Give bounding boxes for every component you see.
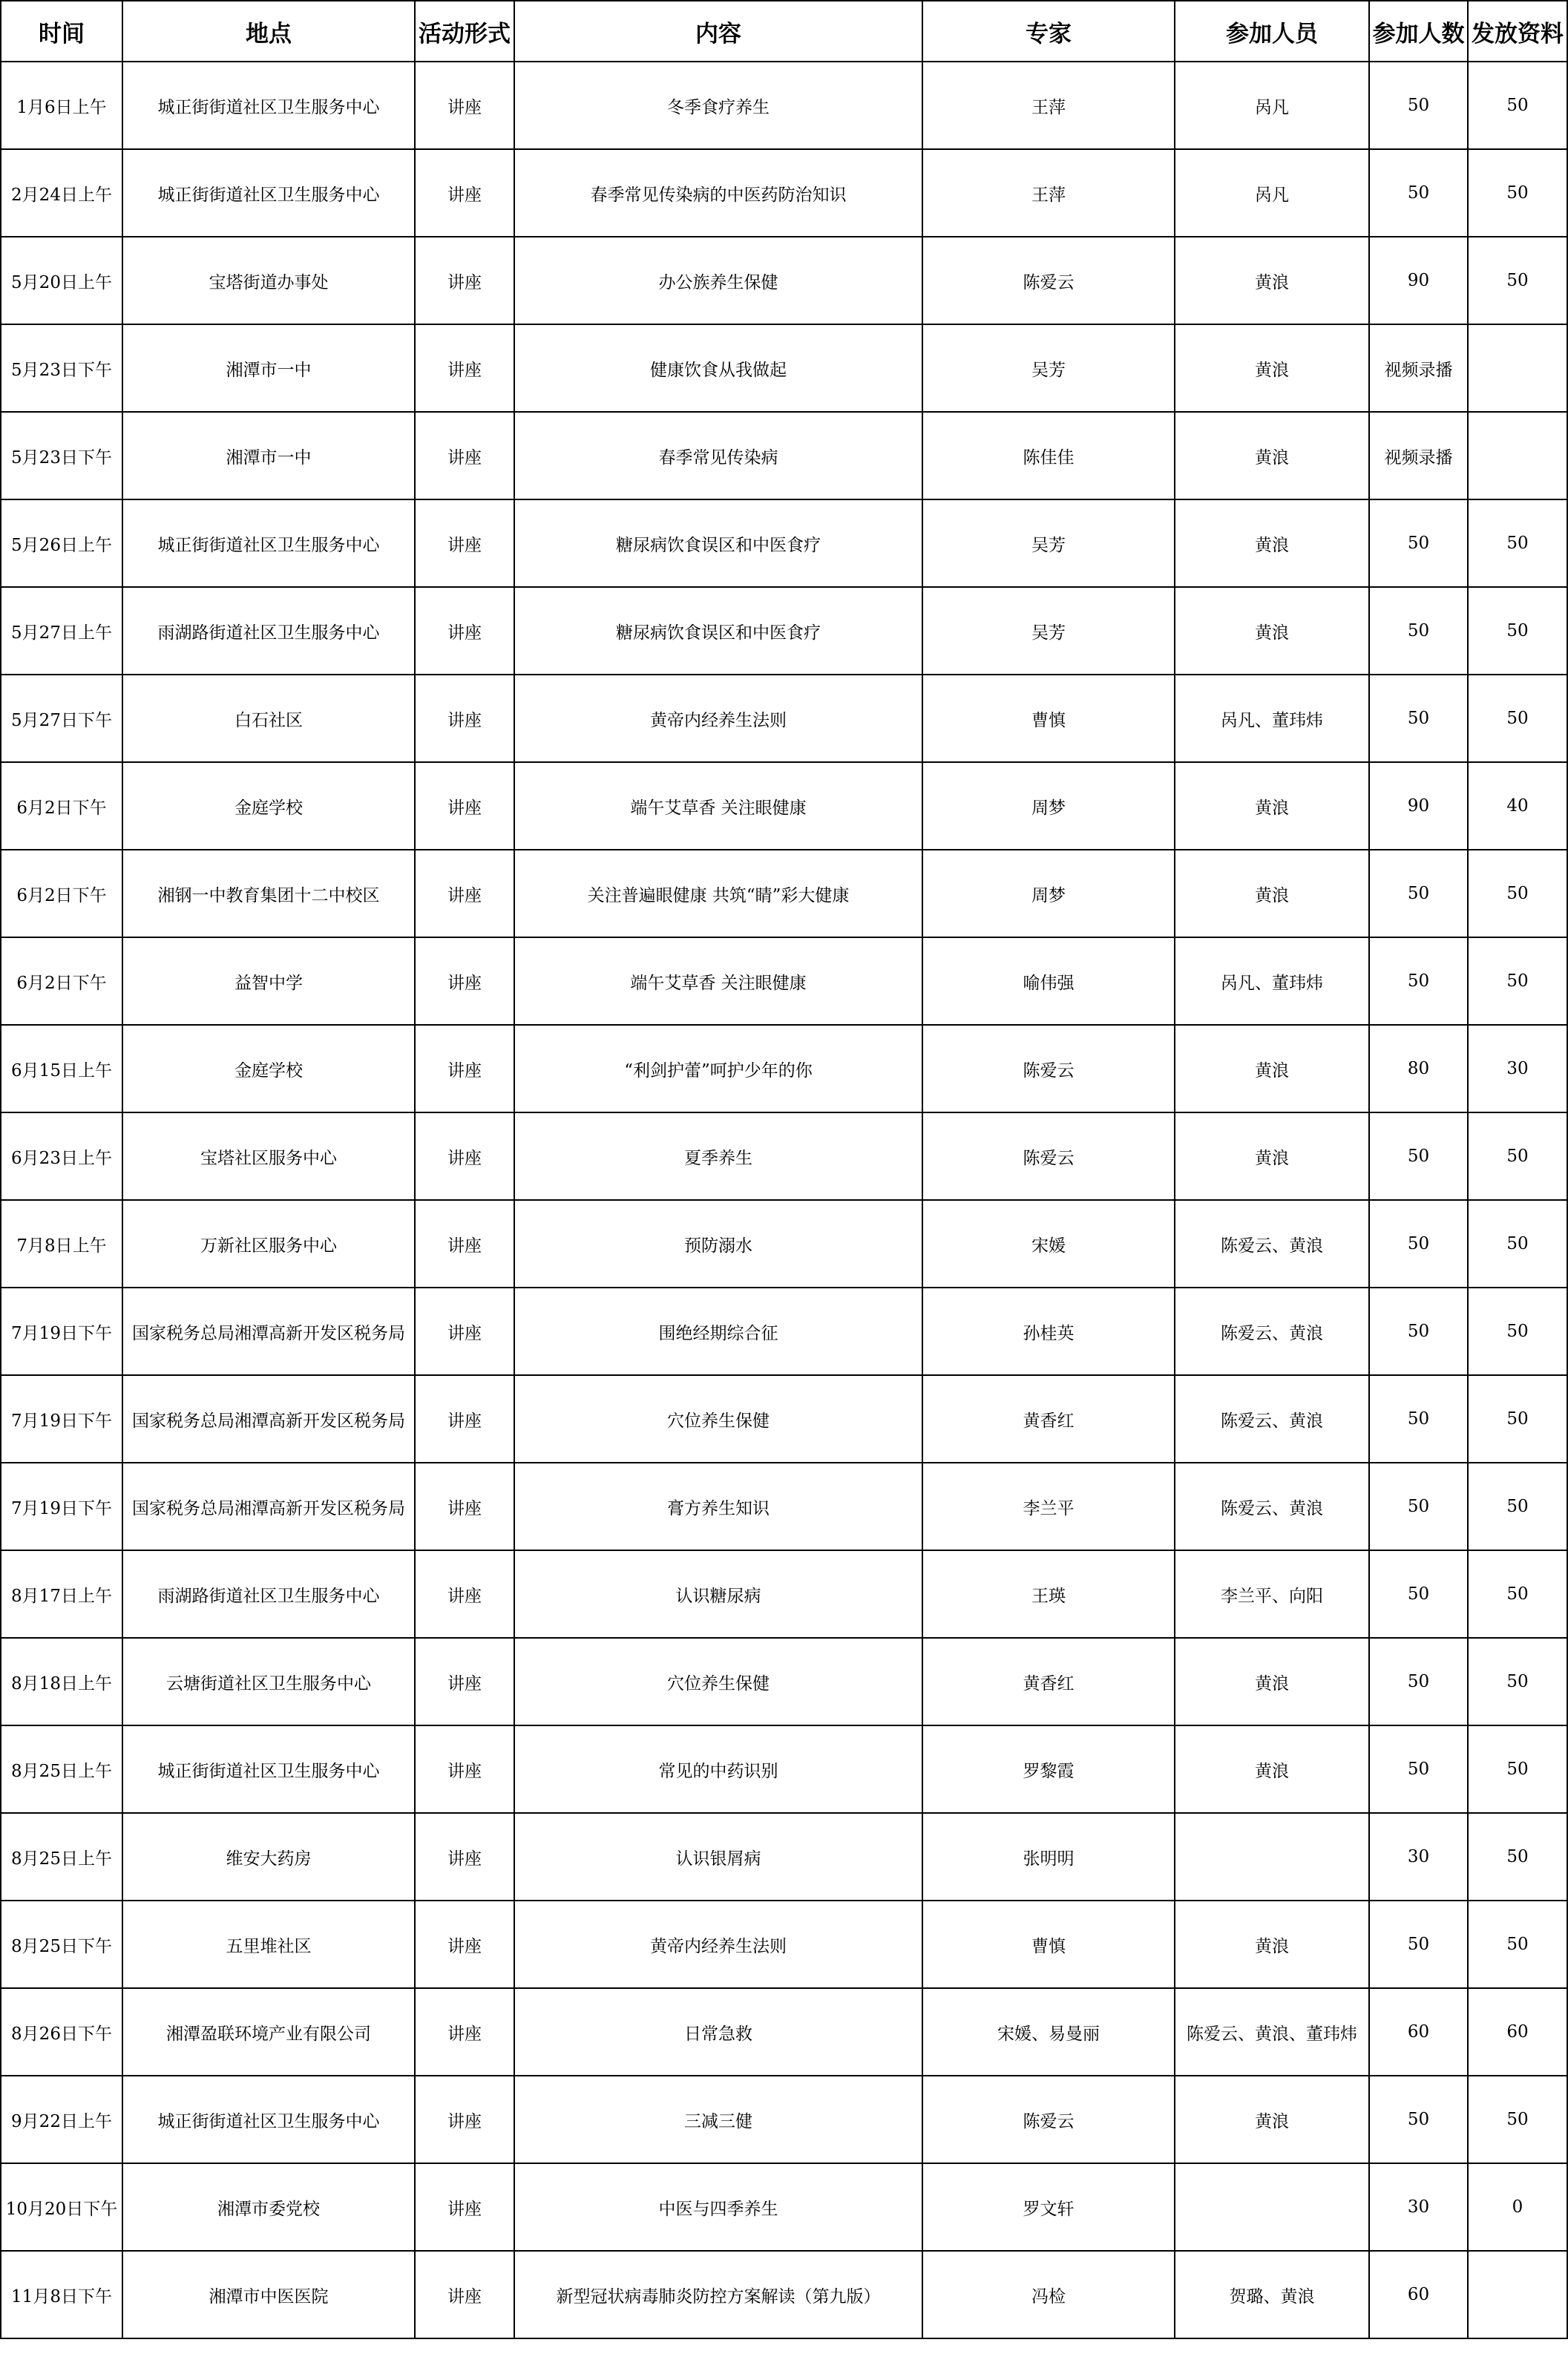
cell-attendance: 60 (1369, 1988, 1468, 2076)
cell-participants: 黄浪 (1175, 1112, 1369, 1200)
cell-content: 关注普遍眼健康 共筑“睛”彩大健康 (514, 850, 922, 937)
cell-materials: 50 (1468, 237, 1567, 324)
cell-participants: 黄浪 (1175, 1901, 1369, 1988)
cell-location: 城正街街道社区卫生服务中心 (122, 2076, 415, 2163)
cell-time: 8月18日上午 (1, 1638, 122, 1725)
cell-activity-type: 讲座 (415, 675, 514, 762)
cell-materials: 50 (1468, 1725, 1567, 1813)
cell-attendance: 60 (1369, 2251, 1468, 2338)
cell-materials: 30 (1468, 1025, 1567, 1112)
cell-participants: 陈爱云、黄浪 (1175, 1200, 1369, 1288)
cell-activity-type: 讲座 (415, 324, 514, 412)
table-row (1, 62, 1567, 149)
cell-content: 三减三健 (514, 2076, 922, 2163)
cell-attendance: 50 (1369, 1375, 1468, 1463)
cell-participants: 黄浪 (1175, 587, 1369, 675)
table-row (1, 762, 1567, 850)
cell-time: 8月26日下午 (1, 1988, 122, 2076)
table-row (1, 412, 1567, 499)
cell-expert: 陈爱云 (922, 237, 1175, 324)
cell-time: 7月19日下午 (1, 1375, 122, 1463)
table-row (1, 2251, 1567, 2338)
cell-expert: 陈爱云 (922, 2076, 1175, 2163)
cell-time: 6月23日上午 (1, 1112, 122, 1200)
cell-participants: 贺璐、黄浪 (1175, 2251, 1369, 2338)
cell-content: 健康饮食从我做起 (514, 324, 922, 412)
cell-participants: 黄浪 (1175, 324, 1369, 412)
cell-content: 糖尿病饮食误区和中医食疗 (514, 587, 922, 675)
cell-expert: 王萍 (922, 62, 1175, 149)
table-row (1, 675, 1567, 762)
cell-attendance: 30 (1369, 2163, 1468, 2251)
cell-participants: 黄浪 (1175, 412, 1369, 499)
cell-materials: 50 (1468, 149, 1567, 237)
cell-participants: 呙凡、董玮炜 (1175, 675, 1369, 762)
cell-content: 春季常见传染病 (514, 412, 922, 499)
cell-activity-type: 讲座 (415, 1901, 514, 1988)
table-row (1, 1725, 1567, 1813)
cell-time: 5月27日下午 (1, 675, 122, 762)
header-materials: 发放资料 (1468, 1, 1567, 62)
cell-content: 夏季养生 (514, 1112, 922, 1200)
cell-content: 认识银屑病 (514, 1813, 922, 1901)
cell-content: 端午艾草香 关注眼健康 (514, 937, 922, 1025)
table-row (1, 1288, 1567, 1375)
table-row (1, 1025, 1567, 1112)
cell-location: 宝塔街道办事处 (122, 237, 415, 324)
cell-location: 湘钢一中教育集团十二中校区 (122, 850, 415, 937)
cell-activity-type: 讲座 (415, 850, 514, 937)
cell-attendance: 50 (1369, 1550, 1468, 1638)
cell-expert: 张明明 (922, 1813, 1175, 1901)
cell-attendance: 50 (1369, 1901, 1468, 1988)
cell-materials: 50 (1468, 62, 1567, 149)
cell-expert: 王瑛 (922, 1550, 1175, 1638)
cell-content: 春季常见传染病的中医药防治知识 (514, 149, 922, 237)
cell-attendance: 50 (1369, 2076, 1468, 2163)
cell-expert: 陈佳佳 (922, 412, 1175, 499)
cell-participants: 呙凡 (1175, 62, 1369, 149)
table-row (1, 850, 1567, 937)
cell-expert: 周梦 (922, 850, 1175, 937)
cell-time: 2月24日上午 (1, 149, 122, 237)
cell-content: 穴位养生保健 (514, 1375, 922, 1463)
cell-activity-type: 讲座 (415, 1025, 514, 1112)
cell-attendance: 50 (1369, 1200, 1468, 1288)
cell-attendance: 80 (1369, 1025, 1468, 1112)
cell-materials: 50 (1468, 1638, 1567, 1725)
cell-attendance: 50 (1369, 1288, 1468, 1375)
table-row (1, 237, 1567, 324)
table-row (1, 2163, 1567, 2251)
cell-location: 湘潭盈联环境产业有限公司 (122, 1988, 415, 2076)
cell-participants: 黄浪 (1175, 850, 1369, 937)
cell-content: 围绝经期综合征 (514, 1288, 922, 1375)
cell-participants: 黄浪 (1175, 1025, 1369, 1112)
cell-content: 冬季食疗养生 (514, 62, 922, 149)
cell-location: 雨湖路街道社区卫生服务中心 (122, 1550, 415, 1638)
cell-expert: 黄香红 (922, 1638, 1175, 1725)
cell-time: 8月25日上午 (1, 1813, 122, 1901)
cell-location: 国家税务总局湘潭高新开发区税务局 (122, 1288, 415, 1375)
cell-location: 益智中学 (122, 937, 415, 1025)
cell-expert: 冯检 (922, 2251, 1175, 2338)
cell-expert: 黄香红 (922, 1375, 1175, 1463)
cell-activity-type: 讲座 (415, 2251, 514, 2338)
table-row (1, 587, 1567, 675)
cell-content: 预防溺水 (514, 1200, 922, 1288)
cell-location: 湘潭市一中 (122, 412, 415, 499)
cell-attendance: 90 (1369, 237, 1468, 324)
cell-time: 10月20日下午 (1, 2163, 122, 2251)
cell-attendance: 30 (1369, 1813, 1468, 1901)
cell-attendance: 50 (1369, 587, 1468, 675)
cell-expert: 曹慎 (922, 1901, 1175, 1988)
cell-materials (1468, 324, 1567, 412)
cell-expert: 孙桂英 (922, 1288, 1175, 1375)
cell-activity-type: 讲座 (415, 62, 514, 149)
cell-expert: 罗文轩 (922, 2163, 1175, 2251)
cell-content: 糖尿病饮食误区和中医食疗 (514, 499, 922, 587)
header-participants: 参加人员 (1175, 1, 1369, 62)
cell-participants: 黄浪 (1175, 1638, 1369, 1725)
cell-time: 8月25日上午 (1, 1725, 122, 1813)
header-expert: 专家 (922, 1, 1175, 62)
cell-time: 6月2日下午 (1, 937, 122, 1025)
cell-expert: 吴芳 (922, 324, 1175, 412)
cell-participants: 陈爱云、黄浪 (1175, 1463, 1369, 1550)
cell-activity-type: 讲座 (415, 587, 514, 675)
cell-expert: 王萍 (922, 149, 1175, 237)
cell-content: 黄帝内经养生法则 (514, 1901, 922, 1988)
cell-participants: 陈爱云、黄浪、董玮炜 (1175, 1988, 1369, 2076)
cell-expert: 曹慎 (922, 675, 1175, 762)
header-attendance: 参加人数 (1369, 1, 1468, 62)
cell-participants: 黄浪 (1175, 2076, 1369, 2163)
cell-location: 城正街街道社区卫生服务中心 (122, 149, 415, 237)
cell-materials: 50 (1468, 1112, 1567, 1200)
cell-activity-type: 讲座 (415, 499, 514, 587)
cell-materials: 50 (1468, 587, 1567, 675)
cell-time: 11月8日下午 (1, 2251, 122, 2338)
table-row (1, 1988, 1567, 2076)
cell-activity-type: 讲座 (415, 937, 514, 1025)
cell-attendance: 90 (1369, 762, 1468, 850)
cell-materials: 50 (1468, 850, 1567, 937)
cell-content: 黄帝内经养生法则 (514, 675, 922, 762)
cell-materials: 50 (1468, 1813, 1567, 1901)
cell-content: 日常急救 (514, 1988, 922, 2076)
cell-attendance: 50 (1369, 149, 1468, 237)
cell-content: 膏方养生知识 (514, 1463, 922, 1550)
cell-materials: 50 (1468, 675, 1567, 762)
cell-materials (1468, 412, 1567, 499)
cell-time: 8月17日上午 (1, 1550, 122, 1638)
cell-materials: 50 (1468, 1288, 1567, 1375)
cell-attendance: 50 (1369, 675, 1468, 762)
cell-attendance: 50 (1369, 850, 1468, 937)
cell-attendance: 50 (1369, 1638, 1468, 1725)
cell-location: 湘潭市一中 (122, 324, 415, 412)
cell-participants: 陈爱云、黄浪 (1175, 1288, 1369, 1375)
cell-participants: 呙凡、董玮炜 (1175, 937, 1369, 1025)
cell-location: 云塘街道社区卫生服务中心 (122, 1638, 415, 1725)
cell-content: 新型冠状病毒肺炎防控方案解读（第九版） (514, 2251, 922, 2338)
cell-materials: 50 (1468, 1901, 1567, 1988)
cell-location: 金庭学校 (122, 762, 415, 850)
cell-time: 5月20日上午 (1, 237, 122, 324)
table-row (1, 937, 1567, 1025)
cell-expert: 吴芳 (922, 499, 1175, 587)
cell-content: 穴位养生保健 (514, 1638, 922, 1725)
cell-materials: 50 (1468, 937, 1567, 1025)
table-row (1, 149, 1567, 237)
cell-expert: 陈爱云 (922, 1025, 1175, 1112)
cell-participants: 黄浪 (1175, 499, 1369, 587)
cell-participants: 呙凡 (1175, 149, 1369, 237)
cell-attendance: 50 (1369, 499, 1468, 587)
cell-time: 8月25日下午 (1, 1901, 122, 1988)
cell-time: 6月2日下午 (1, 762, 122, 850)
header-activity-type: 活动形式 (415, 1, 514, 62)
cell-content: “利剑护蕾”呵护少年的你 (514, 1025, 922, 1112)
cell-attendance: 50 (1369, 1112, 1468, 1200)
cell-time: 7月8日上午 (1, 1200, 122, 1288)
cell-location: 城正街街道社区卫生服务中心 (122, 1725, 415, 1813)
cell-materials (1468, 2251, 1567, 2338)
cell-location: 五里堆社区 (122, 1901, 415, 1988)
cell-activity-type: 讲座 (415, 1375, 514, 1463)
cell-expert: 宋媛、易曼丽 (922, 1988, 1175, 2076)
table-row (1, 499, 1567, 587)
cell-activity-type: 讲座 (415, 1988, 514, 2076)
cell-time: 7月19日下午 (1, 1288, 122, 1375)
cell-activity-type: 讲座 (415, 1725, 514, 1813)
cell-time: 5月27日上午 (1, 587, 122, 675)
cell-attendance: 50 (1369, 1463, 1468, 1550)
cell-location: 城正街街道社区卫生服务中心 (122, 499, 415, 587)
cell-time: 1月6日上午 (1, 62, 122, 149)
cell-location: 宝塔社区服务中心 (122, 1112, 415, 1200)
cell-participants: 陈爱云、黄浪 (1175, 1375, 1369, 1463)
cell-attendance: 50 (1369, 937, 1468, 1025)
table-body (1, 62, 1567, 2338)
cell-materials: 50 (1468, 499, 1567, 587)
cell-materials: 50 (1468, 2076, 1567, 2163)
cell-expert: 吴芳 (922, 587, 1175, 675)
cell-expert: 宋媛 (922, 1200, 1175, 1288)
cell-participants: 黄浪 (1175, 762, 1369, 850)
header-row (1, 1, 1567, 62)
cell-location: 雨湖路街道社区卫生服务中心 (122, 587, 415, 675)
table-row (1, 1463, 1567, 1550)
cell-materials: 60 (1468, 1988, 1567, 2076)
cell-activity-type: 讲座 (415, 1288, 514, 1375)
cell-attendance: 视频录播 (1369, 324, 1468, 412)
cell-participants: 黄浪 (1175, 237, 1369, 324)
cell-activity-type: 讲座 (415, 237, 514, 324)
cell-activity-type: 讲座 (415, 2076, 514, 2163)
cell-content: 办公族养生保健 (514, 237, 922, 324)
cell-expert: 罗黎霞 (922, 1725, 1175, 1813)
table-row (1, 2076, 1567, 2163)
cell-activity-type: 讲座 (415, 1463, 514, 1550)
cell-time: 6月15日上午 (1, 1025, 122, 1112)
table-row (1, 1200, 1567, 1288)
cell-time: 5月23日下午 (1, 324, 122, 412)
cell-materials: 50 (1468, 1200, 1567, 1288)
cell-location: 城正街街道社区卫生服务中心 (122, 62, 415, 149)
cell-location: 维安大药房 (122, 1813, 415, 1901)
table-row (1, 1550, 1567, 1638)
cell-materials: 40 (1468, 762, 1567, 850)
cell-time: 7月19日下午 (1, 1463, 122, 1550)
table-row (1, 1375, 1567, 1463)
cell-content: 端午艾草香 关注眼健康 (514, 762, 922, 850)
cell-location: 金庭学校 (122, 1025, 415, 1112)
cell-time: 5月26日上午 (1, 499, 122, 587)
cell-attendance: 50 (1369, 1725, 1468, 1813)
cell-content: 中医与四季养生 (514, 2163, 922, 2251)
table-row (1, 1638, 1567, 1725)
cell-activity-type: 讲座 (415, 1813, 514, 1901)
cell-attendance: 视频录播 (1369, 412, 1468, 499)
table-row (1, 1112, 1567, 1200)
header-time: 时间 (1, 1, 122, 62)
cell-materials: 50 (1468, 1463, 1567, 1550)
cell-expert: 李兰平 (922, 1463, 1175, 1550)
cell-materials: 0 (1468, 2163, 1567, 2251)
cell-location: 国家税务总局湘潭高新开发区税务局 (122, 1463, 415, 1550)
cell-time: 6月2日下午 (1, 850, 122, 937)
header-location: 地点 (122, 1, 415, 62)
cell-activity-type: 讲座 (415, 2163, 514, 2251)
cell-materials: 50 (1468, 1550, 1567, 1638)
cell-activity-type: 讲座 (415, 1638, 514, 1725)
cell-attendance: 50 (1369, 62, 1468, 149)
cell-participants (1175, 1813, 1369, 1901)
table-row (1, 1813, 1567, 1901)
cell-activity-type: 讲座 (415, 1200, 514, 1288)
cell-materials: 50 (1468, 1375, 1567, 1463)
cell-content: 常见的中药识别 (514, 1725, 922, 1813)
table-row (1, 1901, 1567, 1988)
cell-time: 5月23日下午 (1, 412, 122, 499)
cell-location: 湘潭市委党校 (122, 2163, 415, 2251)
cell-participants: 李兰平、向阳 (1175, 1550, 1369, 1638)
header-content: 内容 (514, 1, 922, 62)
cell-expert: 喻伟强 (922, 937, 1175, 1025)
cell-location: 湘潭市中医医院 (122, 2251, 415, 2338)
cell-time: 9月22日上午 (1, 2076, 122, 2163)
cell-expert: 陈爱云 (922, 1112, 1175, 1200)
cell-content: 认识糖尿病 (514, 1550, 922, 1638)
cell-location: 万新社区服务中心 (122, 1200, 415, 1288)
cell-location: 白石社区 (122, 675, 415, 762)
cell-activity-type: 讲座 (415, 1550, 514, 1638)
cell-activity-type: 讲座 (415, 762, 514, 850)
cell-activity-type: 讲座 (415, 1112, 514, 1200)
table-header (1, 1, 1567, 62)
cell-activity-type: 讲座 (415, 412, 514, 499)
cell-activity-type: 讲座 (415, 149, 514, 237)
cell-expert: 周梦 (922, 762, 1175, 850)
cell-participants: 黄浪 (1175, 1725, 1369, 1813)
cell-participants (1175, 2163, 1369, 2251)
table-row (1, 324, 1567, 412)
cell-location: 国家税务总局湘潭高新开发区税务局 (122, 1375, 415, 1463)
